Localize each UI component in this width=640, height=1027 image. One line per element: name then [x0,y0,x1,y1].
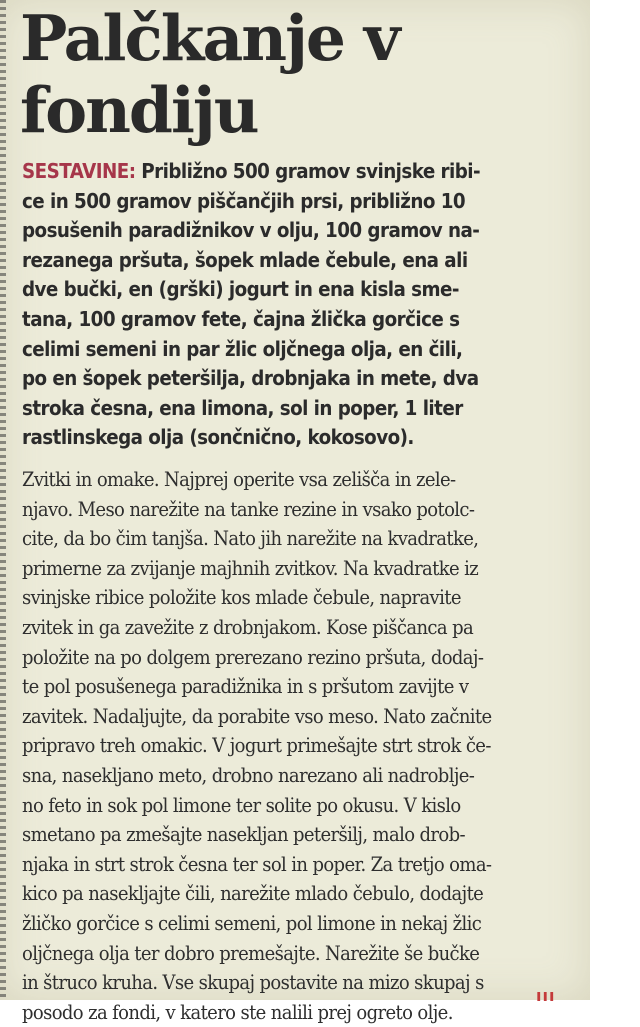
instructions-line: posodo za fondi, v katero ste nalili prej ogreto olje. [22,999,453,1024]
end-of-article-marks: ııı [536,986,556,1005]
instructions-line: pripravo treh omakic. V jogurt primešajte strt strok če- [22,733,491,758]
torn-left-edge [0,0,6,1000]
ingredients-line: rezanega pršuta, šopek mlade čebule, ena ali [22,247,468,272]
instructions-line: njavo. Meso narežite na tanke rezine in vsako potolc- [22,496,475,521]
instructions-line: no feto in sok pol limone ter solite po okusu. V kislo [22,792,461,817]
ingredients-line: stroka česna, ena limona, sol in poper, 1 liter [22,395,463,420]
instructions-line: oljčnega olja ter dobro premešajte. Narežite še bučke [22,940,480,965]
ingredients-line [22,157,539,187]
title-line-2: fondiju [20,73,258,147]
instructions-line: sna, nasekljano meto, drobno narezano ali nadroblje- [22,762,475,787]
ingredients-paragraph [22,157,539,453]
ingredients-line: tana, 100 gramov fete, čajna žlička gorčice s [22,306,460,331]
ingredients-line: po en šopek peteršilja, drobnjaka in mete, dva [22,366,479,391]
instructions-paragraph [22,465,531,1027]
title-line-1: Palčkanje v [20,1,399,75]
ingredients-text: Približno 500 gramov svinjske ribi- [141,159,481,183]
ingredients-line: rastlinskega olja (sončnično, kokosovo). [22,425,414,450]
ingredients-line: posušenih paradižnikov v olju, 100 gramov na- [22,218,480,243]
instructions-line: in štruco kruha. Vse skupaj postavite na mizo skupaj s [22,970,484,995]
instructions-line: smetano pa zmešajte nasekljan peteršilj, malo drob- [22,822,465,847]
ingredients-line: celimi semeni in par žlic oljčnega olja, en čili, [22,336,463,361]
instructions-line: zavitek. Nadaljujte, da porabite vso meso. Nato začnite [22,703,492,728]
instructions-line: kico pa nasekljajte čili, narežite mlado čebulo, dodajte [22,881,484,906]
instructions-line [22,465,531,495]
ingredients-line: dve bučki, en (grški) jogurt in ena kisla sme- [22,277,459,302]
instructions-line: svinjske ribice položite kos mlade čebule, napravite [22,585,461,610]
instructions-text: Najprej operite vsa zelišča in zele- [158,467,456,491]
instructions-line: te pol posušenega paradižnika in s pršutom zavijte v [22,674,469,699]
instructions-line: primerne za zvijanje majhnih zvitkov. Na kvadratke iz [22,555,479,580]
instructions-line: cite, da bo čim tanjša. Nato jih narežite na kvadratke, [22,526,479,551]
instructions-line: njaka in strt strok česna ter sol in poper. Za tretjo oma- [22,851,492,876]
instructions-line: zvitek in ga zavežite z drobnjakom. Kose piščanca pa [22,614,474,639]
section-lead: Zvitki in omake. [22,467,159,491]
instructions-line: položite na po dolgem prerezano rezino pršuta, dodaj- [22,644,484,669]
article-title [20,2,580,146]
ingredients-label: SESTAVINE: [22,159,136,183]
ingredients-line: ce in 500 gramov piščančjih prsi, približno 10 [22,188,466,213]
instructions-line: žličko gorčice s celimi semeni, pol limone in nekaj žlic [22,910,482,935]
